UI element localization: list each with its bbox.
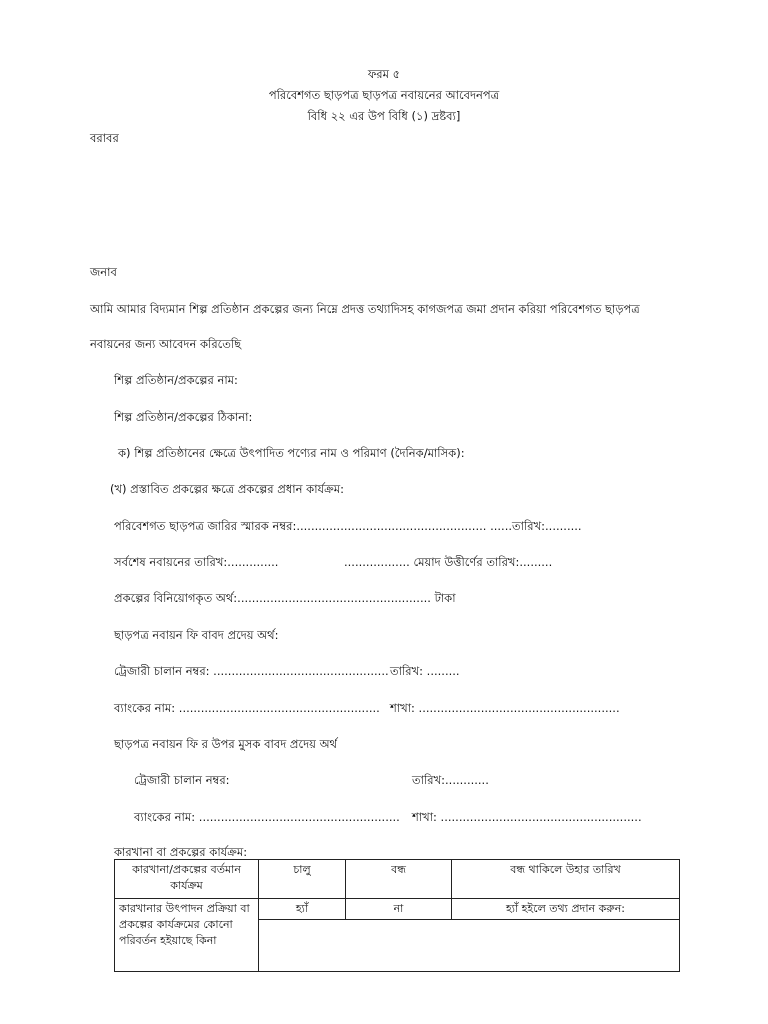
field-branch-1: শাখা: ....................................................... — [390, 701, 620, 715]
cell-closed-date: বন্ধ থাকিলে উহার তারিখ — [452, 860, 680, 899]
field-treasury-challan-1: ট্রেজারী চালান নম্বর: ................................................ — [114, 664, 389, 678]
field-main-activity: (খ) প্রস্তাবিত প্রকল্পের ক্ষত্রে প্রকল্পের প্রধান কার্যক্রম: — [110, 482, 345, 496]
field-project-address: শিল্প প্রতিষ্ঠান/প্রকল্পের ঠিকানা: — [114, 410, 253, 424]
field-treasury-challan-2: ট্রেজারী চালান নম্বর: — [134, 773, 230, 787]
cell-yes: হ্যাঁ — [259, 899, 346, 920]
field-last-renewal-date: সর্বশেষ নবায়নের তারিখ:.............. — [114, 555, 279, 569]
field-bank-name-2: ব্যাংকের নাম: ....................................................... — [134, 810, 400, 824]
cell-provide-info: হ্যাঁ হইলে তথ্য প্রদান করুন: — [452, 899, 680, 920]
field-memo-number: পরিবেশগত ছাড়পত্র জারির স্মারক নম্বর:.................................................... ......তারিখ:.......... — [114, 519, 582, 533]
form-title: পরিবেশগত ছাড়পত্র ছাড়পত্র নবায়নের আবেদনপত্র — [268, 88, 500, 102]
cell-info-blank[interactable] — [259, 920, 680, 972]
addressee-label: বরাবর — [90, 131, 119, 145]
activity-status-table — [114, 859, 680, 972]
table-row — [115, 899, 680, 920]
table-caption: কারখানা বা প্রকল্পের কার্যক্রম: — [114, 845, 248, 859]
salutation: জনাব — [90, 265, 117, 279]
cell-closed: বন্ধ — [346, 860, 452, 899]
cell-running: চালু — [259, 860, 346, 899]
cell-no: না — [346, 899, 452, 920]
field-renewal-fee: ছাড়পত্র নবায়ন ফি বাবদ প্রদেয় অর্থ: — [114, 628, 279, 642]
cell-current-activity: কারখানা/প্রকল্পের বর্তমান কার্যক্রম — [115, 860, 259, 899]
field-date-1: তারিখ: ......... — [390, 664, 460, 678]
table-row — [115, 860, 680, 899]
field-product-quantity: ক) শিল্প প্রতিষ্ঠানের ক্ষেত্রে উৎপাদিত পণ্যের নাম ও পরিমাণ (দৈনিক/মাসিক): — [118, 446, 465, 460]
form-number: ফরম ৫ — [367, 67, 401, 81]
field-expiry-date: .................. মেয়াদ উত্তীর্ণের তারিখ:......... — [344, 555, 553, 569]
intro-line-1: আমি আমার বিদ্যমান শিল্প প্রতিষ্ঠান প্রকল্পের জন্য নিম্নে প্রদত্ত তথ্যাদিসহ কাগজপত্র জমা প্রদান করিয়া পরিবেশগত ছাড়পত্র — [90, 302, 640, 316]
field-bank-name-1: ব্যাংকের নাম: ....................................................... — [114, 701, 380, 715]
field-investment: প্রকল্পের বিনিয়োগকৃত অর্থ:..................................................... টাকা — [114, 591, 456, 605]
field-project-name: শিল্প প্রতিষ্ঠান/প্রকল্পের নাম: — [114, 373, 238, 387]
intro-line-2: নবায়নের জন্য আবেদন করিতেছি — [90, 337, 242, 351]
field-date-2: তারিখ:............ — [412, 773, 489, 787]
cell-process-change: কারখানার উৎপাদন প্রক্রিয়া বা প্রকল্পের কার্যক্রমের কোনো পরিবর্তন হইয়াছে কিনা — [115, 899, 259, 972]
rule-reference: বিধি ২২ এর উপ বিধি (১) দ্রষ্টব্য] — [307, 109, 461, 123]
field-vat-amount: ছাড়পত্র নবায়ন ফি র উপর মুসক বাবদ প্রদেয় অর্থ — [114, 737, 337, 751]
field-branch-2: শাখা: ....................................................... — [412, 810, 642, 824]
